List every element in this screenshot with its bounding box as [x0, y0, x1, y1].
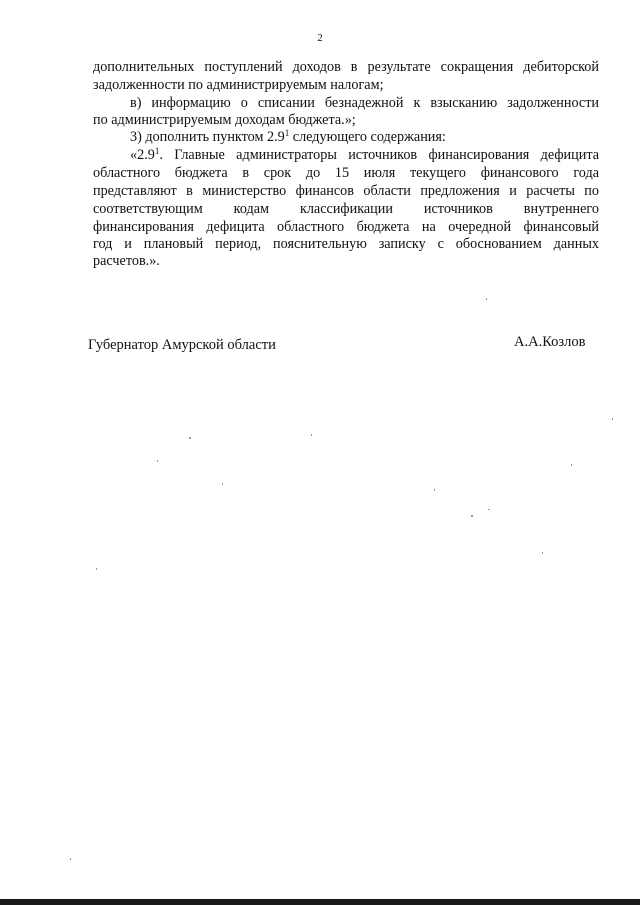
scan-speck: [571, 464, 572, 466]
scan-speck: [311, 434, 312, 436]
scan-speck: [612, 418, 613, 420]
body-line-3: в) информацию о списании безнадежной к взысканию задолженности: [130, 95, 599, 111]
scan-speck: [222, 483, 223, 485]
item-3-text-cont: следующего содержания:: [292, 129, 446, 145]
page-number: 2: [317, 32, 323, 44]
clause-superscript: 1: [154, 146, 160, 156]
signature-position: Губернатор Амурской области: [88, 337, 276, 353]
body-line-10: соответствующим кодам классификации источников внутреннего: [93, 201, 599, 217]
superscript-1: 1: [284, 128, 290, 138]
scan-speck: [434, 489, 435, 491]
scan-speck: [96, 568, 97, 570]
body-line-2: задолженности по администрируемым налогам;: [93, 77, 384, 93]
body-line-13: расчетов.».: [93, 253, 160, 269]
body-line-1: дополнительных поступлений доходов в результате сокращения дебиторской: [93, 59, 599, 75]
item-3-text: 3) дополнить пунктом 2.9: [130, 129, 285, 145]
scan-speck: [157, 460, 158, 462]
clause-text: . Главные администраторы источников финансирования дефицита: [159, 147, 599, 163]
body-line-4: по администрируемым доходам бюджета.»;: [93, 112, 356, 128]
body-line-9: представляют в министерство финансов области предложения и расчеты по: [93, 183, 599, 199]
scan-speck: [486, 298, 487, 300]
scan-border-bottom: [0, 899, 640, 905]
scan-speck: [189, 437, 191, 439]
clause-number: «2.9: [130, 147, 155, 163]
paragraph-2-9-first-line: [130, 147, 599, 163]
body-line-12: год и плановый период, пояснительную записку с обоснованием данных: [93, 236, 599, 252]
scan-speck: [488, 509, 490, 510]
scan-speck: [70, 858, 71, 860]
signature-name: А.А.Козлов: [514, 334, 586, 350]
paragraph-item-3: [130, 129, 599, 145]
body-line-11: финансирования дефицита областного бюджета на очередной финансовый: [93, 219, 599, 235]
scan-speck: [542, 552, 543, 554]
scan-speck: [471, 515, 473, 517]
body-line-8: областного бюджета в срок до 15 июля текущего финансового года: [93, 165, 599, 181]
